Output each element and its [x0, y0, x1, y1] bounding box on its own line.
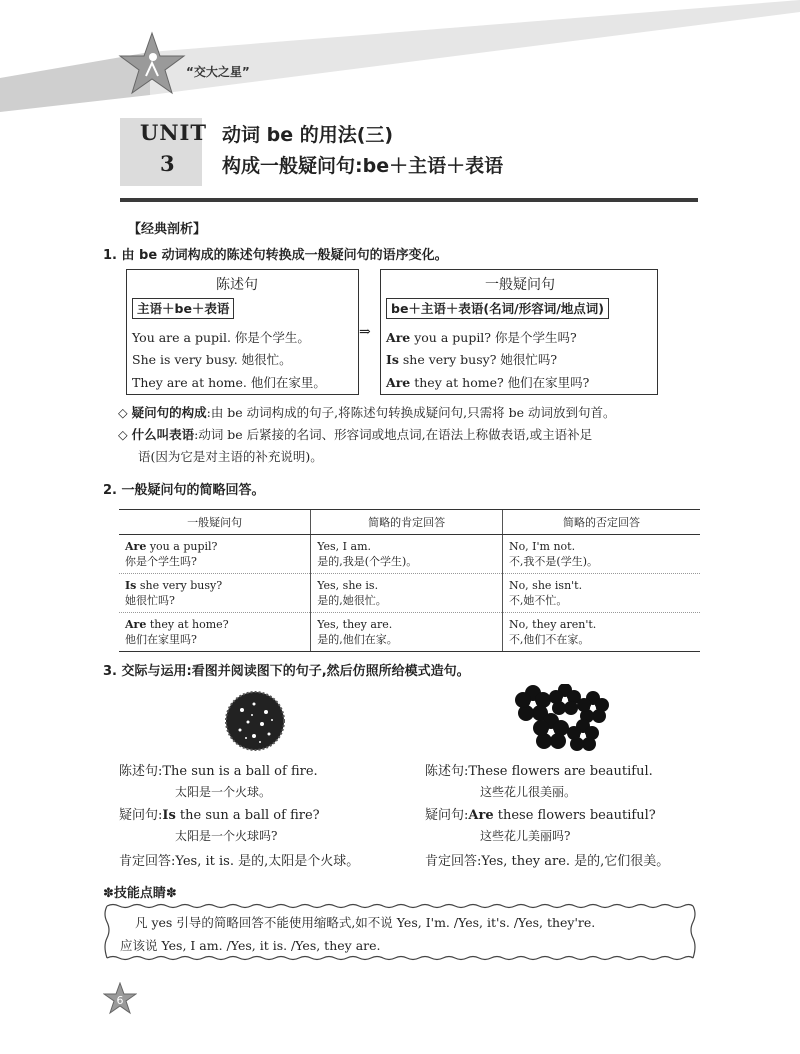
- statement-box-title: 陈述句: [216, 277, 258, 293]
- sun-question-cn: 太阳是一个火球吗?: [175, 829, 278, 843]
- table-row: [119, 613, 700, 652]
- short-answer-table: [119, 509, 700, 652]
- question-line: Is she very busy? 她很忙吗?: [386, 352, 558, 367]
- no-cell: No, I'm not. 不,我不是(学生)。: [502, 535, 700, 574]
- tip-line-1: 凡 yes 引导的简略回答不能使用缩略式,如不说 Yes, I'm. /Yes, it's. /Yes, they're.: [135, 915, 596, 930]
- column-header: 一般疑问句: [119, 510, 311, 535]
- statement-line: She is very busy. 她很忙。: [132, 352, 292, 367]
- page-number-star-icon: [103, 982, 137, 1016]
- question-formula: be＋主语＋表语(名词/形容词/地点词): [386, 298, 609, 319]
- question-cell: Are you a pupil? 你是个学生吗?: [119, 535, 311, 574]
- sun-image: [224, 690, 286, 752]
- flowers-statement-cn: 这些花儿很美丽。: [480, 785, 577, 799]
- sun-question: 疑问句:Is the sun a ball of fire?: [119, 808, 320, 823]
- unit-number: 3: [160, 151, 175, 176]
- yes-cell: Yes, I am. 是的,我是(个学生)。: [311, 535, 503, 574]
- diamond-bullet-icon: ◇: [118, 405, 128, 420]
- s3-heading: 3. 交际与运用:看图并阅读图下的句子,然后仿照所给模式造句。: [103, 664, 470, 679]
- tip-line-2: 应该说 Yes, I am. /Yes, it is. /Yes, they are.: [120, 938, 381, 953]
- column-header: 简略的肯定回答: [311, 510, 503, 535]
- sun-statement-cn: 太阳是一个火球。: [175, 785, 272, 799]
- yes-cell: Yes, they are. 是的,他们在家。: [311, 613, 503, 652]
- unit-label: UNIT: [140, 120, 207, 145]
- section-label: 【经典剖析】: [128, 222, 207, 237]
- tip-heading: ✽技能点睛✽: [103, 886, 177, 901]
- question-cell: Are they at home? 他们在家里吗?: [119, 613, 311, 652]
- sun-statement: 陈述句:The sun is a ball of fire.: [119, 764, 318, 779]
- statement-line: You are a pupil. 你是个学生。: [132, 330, 310, 345]
- column-header: 简略的否定回答: [502, 510, 700, 535]
- flowers-image: [513, 684, 611, 754]
- s2-heading: 2. 一般疑问句的简略回答。: [103, 483, 265, 498]
- flowers-question: 疑问句:Are these flowers beautiful?: [425, 808, 656, 823]
- question-box-title: 一般疑问句: [485, 277, 555, 293]
- sun-answer: 肯定回答:Yes, it is. 是的,太阳是个火球。: [119, 854, 360, 869]
- flowers-answer: 肯定回答:Yes, they are. 是的,它们很美。: [425, 854, 670, 869]
- table-row: [119, 535, 700, 574]
- s1-heading: 1. 由 be 动词构成的陈述句转换成一般疑问句的语序变化。: [103, 248, 448, 263]
- note-predicative-cont: 语(因为它是对主语的补充说明)。: [138, 449, 323, 464]
- statement-line: They are at home. 他们在家里。: [132, 375, 326, 390]
- page-title: 动词 be 的用法(三): [222, 124, 394, 146]
- yes-cell: Yes, she is. 是的,她很忙。: [311, 574, 503, 613]
- brand-name: “交大之星”: [186, 65, 250, 79]
- diamond-bullet-icon: ◇: [118, 427, 128, 442]
- no-cell: No, she isn't. 不,她不忙。: [502, 574, 700, 613]
- arrow-icon: ⇒: [359, 324, 371, 340]
- header-banner: [0, 0, 800, 120]
- page-subtitle: 构成一般疑问句:be＋主语＋表语: [222, 155, 504, 177]
- title-divider: [120, 198, 698, 202]
- note-predicative: ◇ 什么叫表语:动词 be 后紧接的名词、形容词或地点词,在语法上称做表语,或主语补足: [118, 427, 593, 442]
- question-line: Are you a pupil? 你是个学生吗?: [386, 330, 577, 345]
- page-number: 6: [116, 994, 124, 1007]
- flowers-statement: 陈述句:These flowers are beautiful.: [425, 764, 653, 779]
- no-cell: No, they aren't. 不,他们不在家。: [502, 613, 700, 652]
- table-row: [119, 574, 700, 613]
- statement-formula: 主语＋be＋表语: [132, 298, 234, 319]
- table-header-row: [119, 510, 700, 535]
- question-cell: Is she very busy? 她很忙吗?: [119, 574, 311, 613]
- note-question-structure: ◇ 疑问句的构成:由 be 动词构成的句子,将陈述句转换成疑问句,只需将 be 动词放到句首。: [118, 405, 616, 420]
- flowers-question-cn: 这些花儿美丽吗?: [480, 829, 571, 843]
- question-line: Are they at home? 他们在家里吗?: [386, 375, 590, 390]
